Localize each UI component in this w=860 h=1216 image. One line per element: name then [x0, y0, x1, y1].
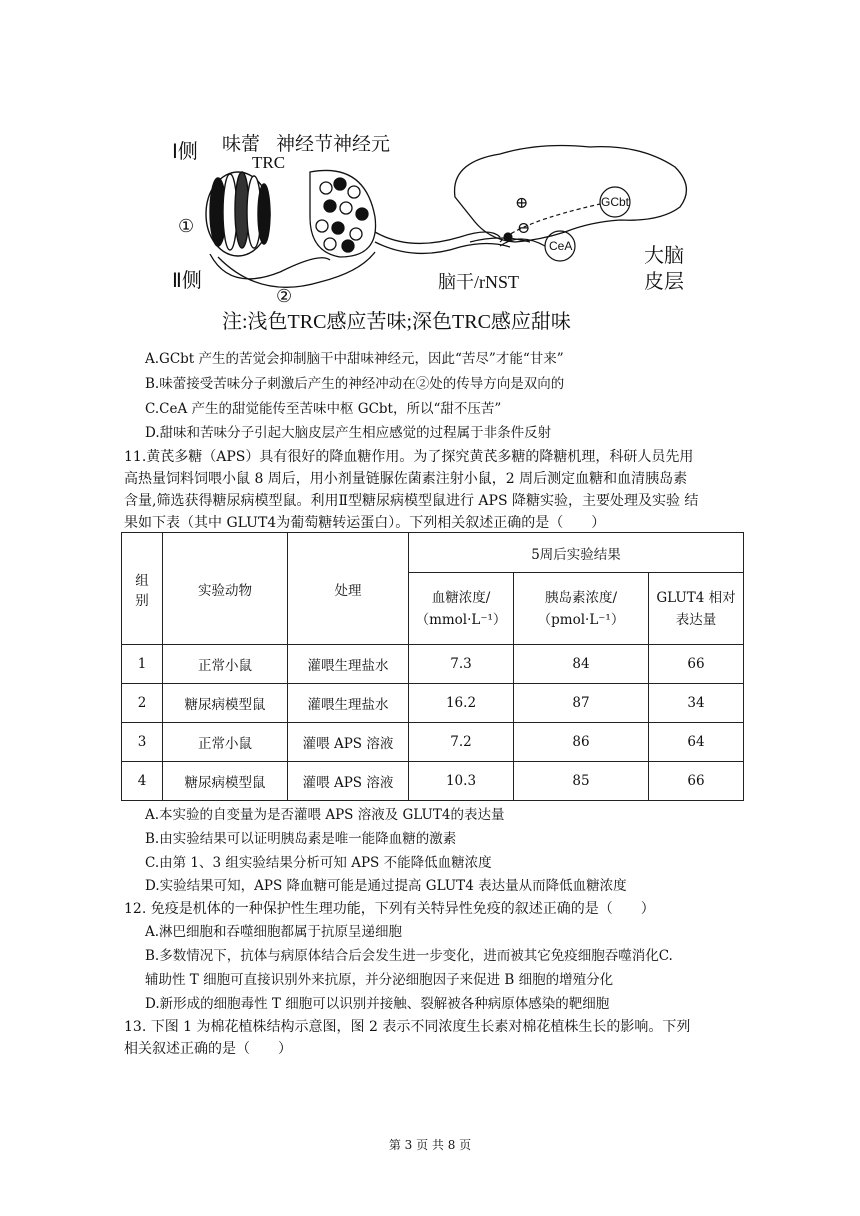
mark2-label: ② [276, 286, 293, 306]
q13-stem-line-2: 相关叙述正确的是（ ） [124, 1041, 292, 1057]
q11-option-c: C.由第 1、3 组实验结果分析可知 APS 不能降低血糖浓度 [145, 855, 492, 871]
ganglion [310, 170, 376, 257]
cortex1-label: 大脑 [644, 245, 684, 267]
q12-option-d: D.新形成的细胞毒性 T 细胞可以识别并接触、裂解被各种病原体感染的靶细胞 [145, 996, 610, 1012]
header-animal: 实验动物 [163, 533, 288, 645]
taste-bud [206, 172, 270, 256]
table-row: 2 糖尿病模型鼠 灌喂生理盐水 16.2 87 34 [122, 684, 744, 723]
header-group: 组 别 [122, 533, 163, 645]
q12-option-b: B.多数情况下，抗体与病原体结合后会发生进一步变化，进而被其它免疫细胞吞噬消化C. [145, 948, 673, 964]
q12-option-c: 辅助性 T 细胞可直接识别外来抗原，并分泌细胞因子来促进 B 细胞的增殖分化 [145, 972, 614, 988]
page-footer: 第 3 页 共 8 页 [388, 1138, 472, 1152]
results-table [121, 532, 744, 801]
q11-option-b: B.由实验结果可以证明胰岛素是唯一能降血糖的激素 [145, 831, 457, 847]
q11-stem-line-1: 11.黄芪多糖（APS）具有很好的降血糖作用。为了探究黄芪多糖的降糖机理，科研人员先用 [124, 449, 694, 465]
side2-label: Ⅱ侧 [172, 270, 202, 292]
cea-label: CeA [549, 239, 573, 253]
table-row: 1 正常小鼠 灌喂生理盐水 7.3 84 66 [122, 645, 744, 684]
q13-stem-line-1: 13. 下图 1 为棉花植株结构示意图，图 2 表示不同浓度生长素对棉花植株生长的影响。下列 [124, 1019, 691, 1035]
q10-option-d: D.甜味和苦味分子引起大脑皮层产生相应感觉的过程属于非条件反射 [145, 425, 552, 441]
minus-label: ⊖ [517, 218, 531, 237]
q11-option-d: D.实验结果可知，APS 降血糖可能是通过提高 GLUT4 表达量从而降低血糖浓度 [145, 878, 627, 894]
table-row: 4 糖尿病模型鼠 灌喂 APS 溶液 10.3 85 66 [122, 762, 744, 801]
q11-stem-line-4: 果如下表（其中 GLUT4为葡萄糖转运蛋白）。下列相关叙述正确的是（ ） [124, 515, 606, 531]
cortex2-label: 皮层 [644, 271, 684, 293]
taste-pathway-figure [170, 122, 710, 340]
col-insulin: 胰岛素浓度/ （pmol·L⁻¹） [514, 573, 649, 645]
table-row: 3 正常小鼠 灌喂 APS 溶液 7.2 86 64 [122, 723, 744, 762]
q10-option-c: C.CeA 产生的甜觉能传至苦味中枢 GCbt，所以“甜不压苦” [145, 401, 502, 417]
trc-label: TRC [252, 153, 286, 172]
q12-stem: 12. 免疫是机体的一种保护性生理功能，下列有关特异性免疫的叙述正确的是（ ） [124, 901, 655, 917]
figure-note: 注:浅色TRC感应苦味;深色TRC感应甜味 [222, 311, 571, 333]
q11-option-a: A.本实验的自变量为是否灌喂 APS 溶液及 GLUT4的表达量 [145, 807, 505, 823]
q11-stem-line-3: 含量,筛选获得糖尿病模型鼠。利用Ⅱ型糖尿病模型鼠进行 APS 降糖实验，主要处理及实验 结 [124, 493, 699, 509]
gcbt-label: GCbt [601, 195, 630, 209]
q11-stem-line-2: 高热量饲料饲喂小鼠 8 周后，用小剂量链脲佐菌素注射小鼠，2 周后测定血糖和血清胰岛素 [124, 471, 688, 487]
brainstem-label: 脑干/rNST [438, 272, 519, 292]
header-treatment: 处理 [288, 533, 409, 645]
header-results: 5周后实验结果 [409, 533, 744, 573]
q10-option-b: B.味蕾接受苦味分子刺激后产生的神经冲动在②处的传导方向是双向的 [145, 376, 565, 392]
col-glut4: GLUT4 相对 表达量 [649, 573, 744, 645]
q12-option-a: A.淋巴细胞和吞噬细胞都属于抗原呈递细胞 [145, 924, 403, 940]
weilei-label: 味蕾 [222, 134, 261, 155]
side1-label: Ⅰ侧 [172, 141, 198, 163]
plus-label: ⊕ [515, 193, 529, 212]
col-glucose: 血糖浓度/ （mmol·L⁻¹） [409, 573, 514, 645]
q10-option-a: A.GCbt 产生的苦觉会抑制脑干中甜味神经元，因此“苦尽”才能“甘来” [145, 351, 564, 367]
mark1-label: ① [178, 216, 195, 236]
ganglion-label: 神经节神经元 [276, 134, 391, 155]
brain-outline [455, 146, 687, 242]
